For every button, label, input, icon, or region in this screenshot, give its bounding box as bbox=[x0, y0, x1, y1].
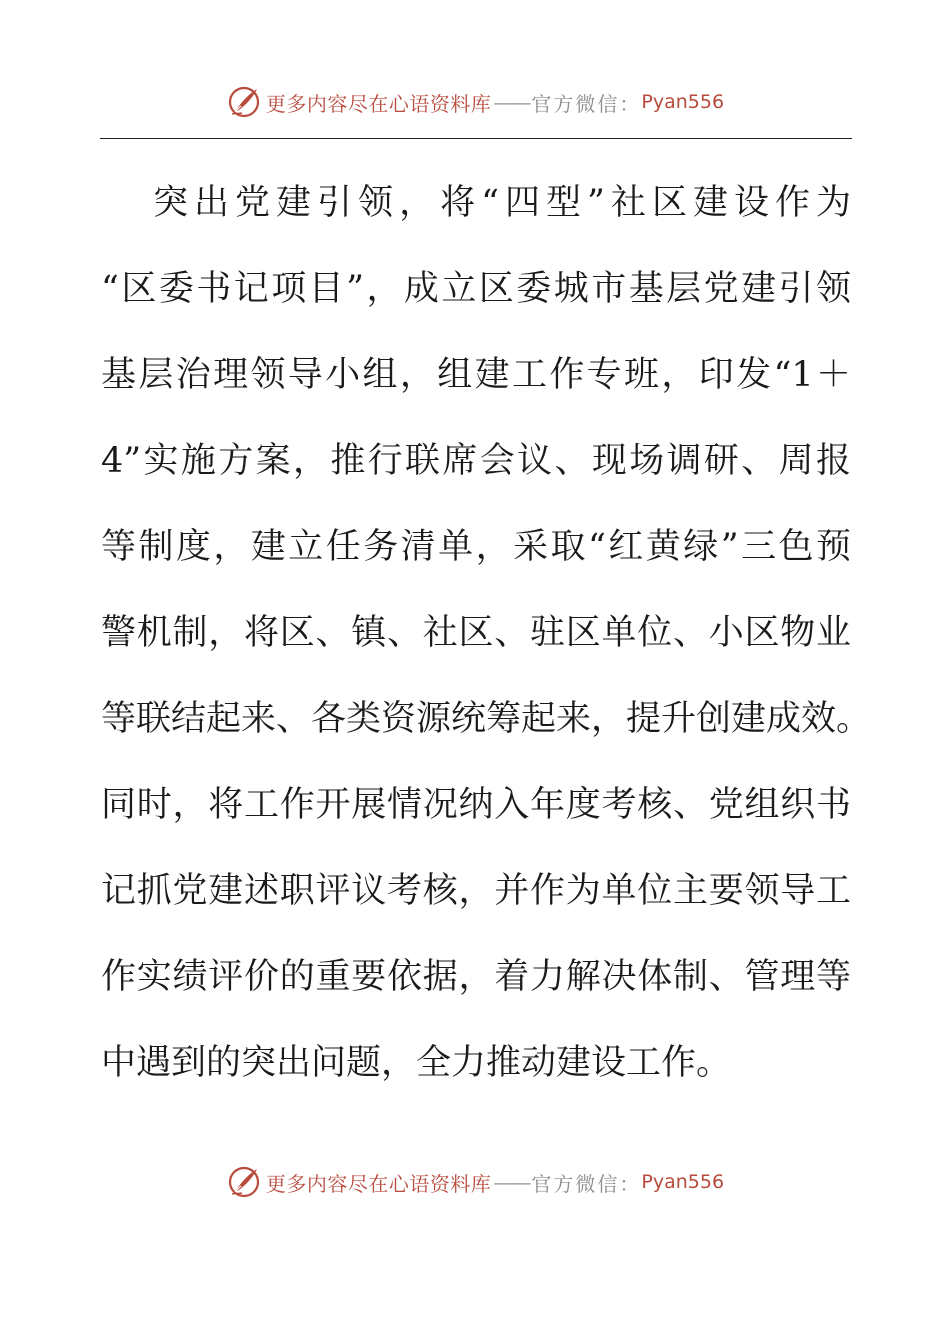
brand-official-label: 官方微信： bbox=[531, 1171, 642, 1196]
header-divider bbox=[100, 138, 852, 139]
brand-dash: —— bbox=[493, 90, 530, 114]
paragraph-line: 中遇到的突出问题，全力推动建设工作。 bbox=[101, 1043, 732, 1083]
paragraph-line: 4”实施方案，推行联席会议、现场调研、周报 bbox=[101, 441, 851, 481]
paragraph-line: 等联结起来、各类资源统筹起来，提升创建成效。 bbox=[101, 699, 872, 739]
brand-wechat-id: Pyan556 bbox=[641, 91, 725, 113]
document-body bbox=[101, 160, 872, 1106]
paragraph-line: 同时，将工作开展情况纳入年度考核、党组织书 bbox=[101, 785, 851, 825]
quill-pen-logo-icon bbox=[226, 84, 262, 120]
paragraph-line: 警机制，将区、镇、社区、驻区单位、小区物业 bbox=[101, 613, 851, 653]
brand-name: 更多内容尽在心语资料库 bbox=[265, 1171, 492, 1196]
page-footer bbox=[0, 1157, 950, 1207]
brand-watermark bbox=[226, 84, 724, 120]
paragraph-line: “区委书记项目”，成立区委城市基层党建引领 bbox=[101, 269, 851, 309]
paragraph-line: 记抓党建述职评议考核，并作为单位主要领导工 bbox=[101, 871, 851, 911]
paragraph-line: 作实绩评价的重要依据，着力解决体制、管理等 bbox=[101, 957, 851, 997]
brand-wechat-id: Pyan556 bbox=[641, 1171, 725, 1193]
brand-watermark bbox=[226, 1164, 724, 1200]
brand-name: 更多内容尽在心语资料库 bbox=[265, 91, 492, 116]
quill-pen-logo-icon bbox=[226, 1164, 262, 1200]
paragraph-line: 等制度，建立任务清单，采取“红黄绿”三色预 bbox=[101, 527, 851, 567]
brand-dash: —— bbox=[493, 1170, 530, 1194]
page-header bbox=[0, 77, 950, 127]
brand-official-label: 官方微信： bbox=[531, 91, 642, 116]
paragraph-line: 基层治理领导小组，组建工作专班，印发“1＋ bbox=[101, 355, 851, 395]
paragraph-line: 突出党建引领，将“四型”社区建设作为 bbox=[153, 183, 851, 223]
